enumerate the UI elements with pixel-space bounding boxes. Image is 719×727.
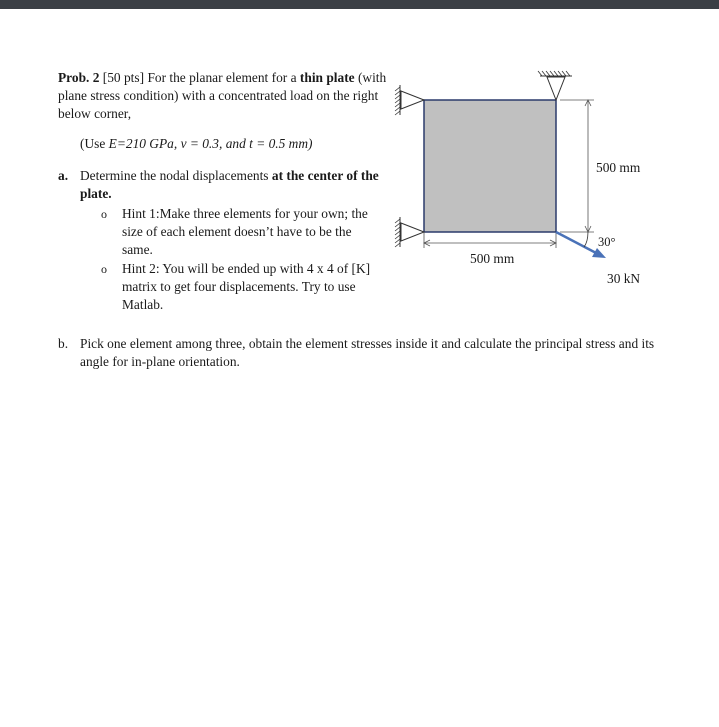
hint-2-bullet: o: [101, 262, 107, 276]
part-a-text: [80, 167, 380, 203]
problem-statement: [58, 69, 388, 123]
part-b-text: Pick one element among three, obtain the element stresses inside it and calculate the principal stress and its angle for in-plane orientation.: [80, 336, 655, 369]
angle-arc: [584, 232, 588, 247]
material-properties: [80, 135, 380, 153]
poisson-ratio: ν = 0.3,: [180, 136, 223, 151]
youngs-modulus: E=210 GPa,: [108, 136, 178, 151]
use-open: (Use: [80, 136, 106, 151]
part-b-label: b.: [58, 336, 69, 351]
problem-intro-2: (with plane stress condition) with a concentrated load on the right below corner,: [58, 70, 387, 121]
plate: [424, 100, 556, 232]
part-a-text-bold: at the center of the plate.: [80, 168, 379, 201]
vertical-dimension-label: 500 mm: [596, 160, 641, 175]
hint-1-bullet: o: [101, 207, 107, 221]
problem-label: Prob. 2: [58, 70, 100, 85]
plate-diagram: [390, 60, 660, 290]
horizontal-dimension: [424, 232, 556, 248]
horizontal-dimension-label: 500 mm: [470, 251, 515, 266]
left-top-pin-support: [395, 85, 424, 115]
problem-intro-1: For the planar element for a: [147, 70, 297, 85]
load-label: 30 kN: [607, 271, 641, 286]
part-a-label: a.: [58, 168, 69, 183]
hint-2: Hint 2: You will be ended up with 4 x 4 of [K] matrix to get four displacements. Try to use Matlab.: [122, 261, 371, 312]
left-bottom-pin-support: [395, 217, 424, 247]
vertical-dimension: [560, 100, 594, 232]
angle-label: 30°: [598, 235, 616, 249]
top-bar: [0, 0, 719, 9]
top-pin-support: [538, 71, 572, 100]
problem-points: [50 pts]: [102, 70, 145, 85]
hint-1: Hint 1:Make three elements for your own; the size of each element doesn’t have to be the same.: [122, 206, 368, 257]
part-a-text-1: Determine the nodal displacements: [80, 168, 269, 183]
thickness: and t = 0.5 mm): [225, 136, 313, 151]
problem-intro-bold: thin plate: [299, 70, 355, 85]
